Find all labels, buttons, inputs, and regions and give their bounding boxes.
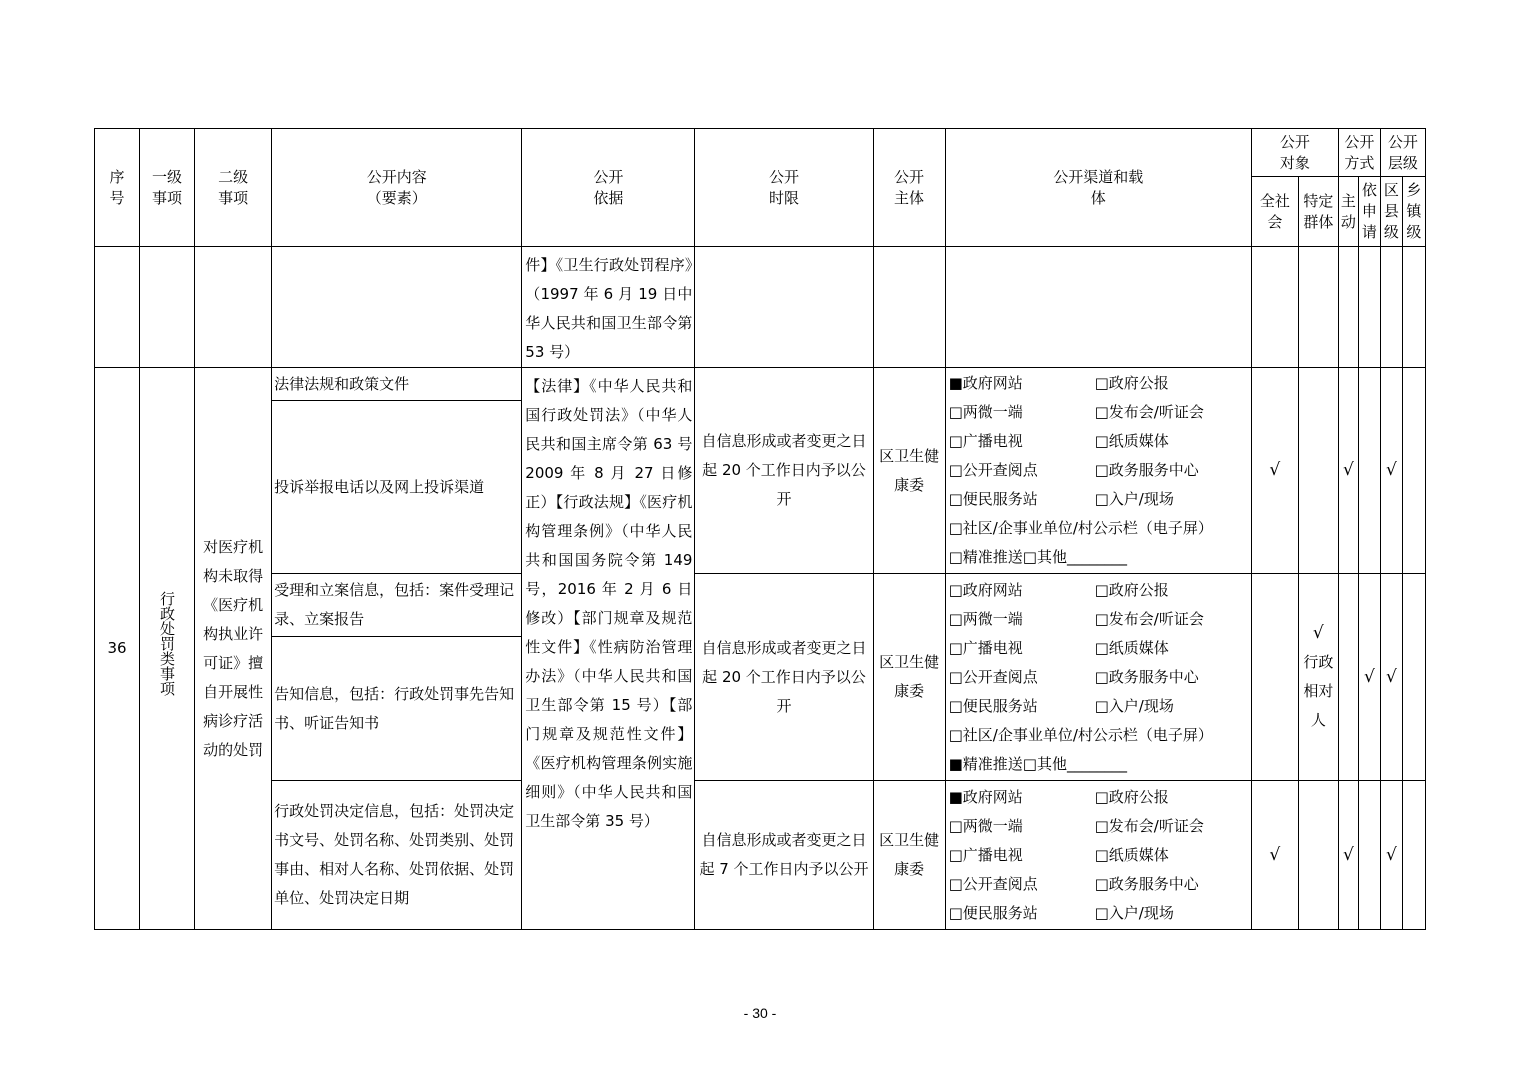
target-specific-check: [1298, 781, 1338, 930]
header-target-specific: 特定群体: [1298, 177, 1338, 247]
channel-option: □政府公报: [1094, 787, 1169, 806]
channel-option: □社区/企事业单位/村公示栏（电子屏）: [948, 725, 1213, 744]
method-apply-check: [1358, 781, 1380, 930]
channel-option: ■精准推送: [948, 754, 1023, 773]
item-level2: 对医疗机构未取得《医疗机构执业许可证》擅自开展性病诊疗活动的处罚: [195, 368, 272, 930]
channel-option: □公开查阅点: [948, 667, 1038, 686]
content-item: 行政处罚决定信息，包括：处罚决定书文号、处罚名称、处罚类别、处罚事由、相对人名称、处罚依据、处罚单位、处罚决定日期: [272, 781, 522, 930]
target-all-check: √: [1251, 368, 1298, 574]
target-specific-check: [1298, 368, 1338, 574]
channel-option: □政府公报: [1094, 374, 1169, 392]
page-number: - 30 -: [743, 1005, 777, 1021]
content-item: 受理和立案信息，包括：案件受理记录、立案报告: [272, 574, 522, 637]
item-basis: 【法律】《中华人民共和国行政处罚法》（中华人民共和国主席令第 63 号 2009 年 8 月 27 日修正）【行政法规】《医疗机构管理条例》（中华人民共和国国务院令第 149 号，2016 年 2 月 6 日修改）【部门规章及规范性文件】《性病防治管理办法》（中华人民共和国卫生部令第 15 号）【部门规章及规范性文件】《医疗机构管理条例实施细则》（中华人民共和国卫生部令第 35 号）: [522, 368, 695, 930]
continuation-basis: 件】《卫生行政处罚程序》（1997 年 6 月 19 日中华人民共和国卫生部令第 53 号）: [522, 247, 695, 368]
header-method: 公开方式: [1338, 129, 1380, 177]
level-town-check: [1402, 781, 1425, 930]
header-level2: 二级事项: [195, 129, 272, 247]
header-method-active: 主动: [1338, 177, 1358, 247]
header-seq: 序号: [95, 129, 140, 247]
channel-option: □政府网站: [948, 580, 1023, 599]
header-method-apply: 依申请: [1358, 177, 1380, 247]
header-level-county: 区县级: [1380, 177, 1402, 247]
method-active-check: [1338, 574, 1358, 781]
channel-option: □两微一端: [948, 403, 1023, 421]
level-town-check: [1402, 574, 1425, 781]
channel-list: [945, 781, 1251, 930]
channel-option: □入户/现场: [1094, 696, 1174, 715]
level-town-check: [1402, 368, 1425, 574]
channel-option: □广播电视: [948, 845, 1023, 864]
header-target-all: 全社会: [1251, 177, 1298, 247]
channel-option: □其他________: [1022, 754, 1127, 773]
channel-option: □便民服务站: [948, 696, 1038, 715]
channel-option: □发布会/听证会: [1094, 816, 1204, 835]
channel-option: □两微一端: [948, 609, 1023, 628]
channel-option: □两微一端: [948, 816, 1023, 835]
target-all-check: [1251, 574, 1298, 781]
content-item: 法律法规和政策文件: [272, 368, 522, 401]
channel-option: □政务服务中心: [1094, 461, 1199, 479]
header-channel: 公开渠道和载体: [945, 129, 1251, 247]
channel-option: □纸质媒体: [1094, 432, 1169, 450]
channel-option: □入户/现场: [1094, 490, 1174, 508]
channel-option: □便民服务站: [948, 490, 1038, 508]
method-apply-check: [1358, 368, 1380, 574]
subject: 区卫生健康委: [873, 574, 945, 781]
time-limit: 自信息形成或者变更之日起 7 个工作日内予以公开: [695, 781, 873, 930]
method-active-check: √: [1338, 781, 1358, 930]
time-limit: 自信息形成或者变更之日起 20 个工作日内予以公开: [695, 574, 873, 781]
channel-option: □社区/企事业单位/村公示栏（电子屏）: [948, 519, 1213, 537]
channel-option: □发布会/听证会: [1094, 403, 1204, 421]
header-basis: 公开依据: [522, 129, 695, 247]
channel-option: ■政府网站: [948, 787, 1023, 806]
channel-option: □政务服务中心: [1094, 667, 1199, 686]
header-level1: 一级事项: [140, 129, 195, 247]
header-level-town: 乡镇级: [1402, 177, 1425, 247]
header-subject: 公开主体: [873, 129, 945, 247]
channel-option: □精准推送: [948, 548, 1023, 566]
level-county-check: √: [1380, 781, 1402, 930]
header-target: 公开对象: [1251, 129, 1338, 177]
channel-list: [945, 574, 1251, 781]
subject: 区卫生健康委: [873, 368, 945, 574]
channel-option: □发布会/听证会: [1094, 609, 1204, 628]
channel-option: □政务服务中心: [1094, 874, 1199, 893]
target-specific-check: √ 行政相对人: [1298, 574, 1338, 781]
channel-option: □入户/现场: [1094, 903, 1174, 922]
item-seq: 36: [95, 368, 140, 930]
item-level1: 行政处罚类事项: [140, 368, 195, 930]
level-county-check: √: [1380, 368, 1402, 574]
target-all-check: √: [1251, 781, 1298, 930]
channel-option: □公开查阅点: [948, 461, 1038, 479]
header-level: 公开层级: [1380, 129, 1425, 177]
method-active-check: √: [1338, 368, 1358, 574]
time-limit: 自信息形成或者变更之日起 20 个工作日内予以公开: [695, 368, 873, 574]
channel-option: □政府公报: [1094, 580, 1169, 599]
content-item: 告知信息，包括：行政处罚事先告知书、听证告知书: [272, 637, 522, 781]
content-item: 投诉举报电话以及网上投诉渠道: [272, 401, 522, 574]
channel-option: □广播电视: [948, 432, 1023, 450]
channel-list: [945, 368, 1251, 574]
header-content: 公开内容（要素）: [272, 129, 522, 247]
channel-option: □公开查阅点: [948, 874, 1038, 893]
channel-option: □便民服务站: [948, 903, 1038, 922]
channel-option: □纸质媒体: [1094, 638, 1169, 657]
method-apply-check: √: [1358, 574, 1380, 781]
channel-option: ■政府网站: [948, 374, 1023, 392]
channel-option: □纸质媒体: [1094, 845, 1169, 864]
channel-option: □广播电视: [948, 638, 1023, 657]
subject: 区卫生健康委: [873, 781, 945, 930]
channel-option: □其他________: [1022, 548, 1127, 566]
disclosure-table: [94, 128, 1426, 930]
level-county-check: √: [1380, 574, 1402, 781]
header-time-limit: 公开时限: [695, 129, 873, 247]
